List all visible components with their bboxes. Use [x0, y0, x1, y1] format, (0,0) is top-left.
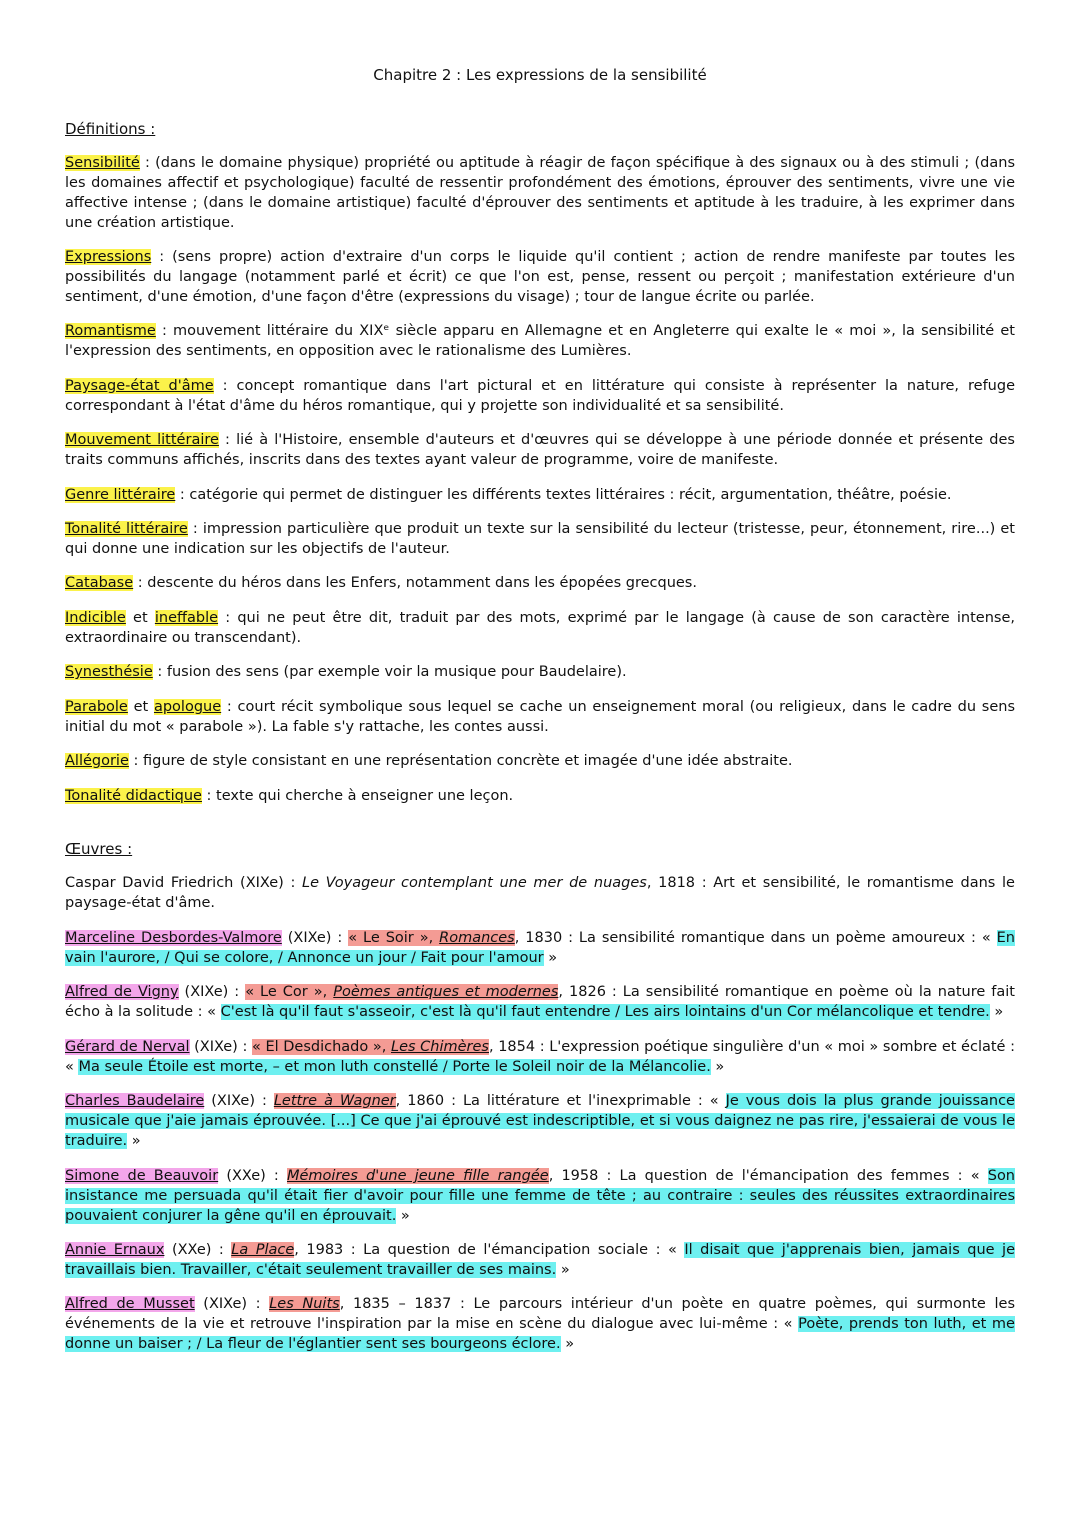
work-author: Caspar David Friedrich [65, 875, 234, 891]
definition-term: Genre littéraire [65, 487, 176, 503]
definition-item: Mouvement littéraire : lié à l'Histoire, ensemble d'auteurs et d'œuvres qui se développe à une période donnée et présente des traits communs affichés, inscrits dans des textes ayant valeur de programme, voire de manifeste. [65, 432, 1015, 468]
definition-item: Expressions : (sens propre) action d'extraire d'un corps le liquide qu'il contient ; action de rendre manifeste par toutes les possibilités du langage (notamment parlé et écrit) ce que l'on est, pense, ressent ou perçoit ; manifestation extérieure d'un sentiment, d'une émotion, d'une façon d'être (expressions du visage) ; tour de langue écrite ou parlée. [65, 249, 1015, 305]
works-heading: Œuvres : [65, 840, 133, 858]
definition-item: Sensibilité : (dans le domaine physique) propriété ou aptitude à réagir de façon spécifique à des signaux ou à des stimuli ; (dans les domaines affectif et psychologique) faculté de ressentir profondément des émotions, éprouver des sentiments, vivre une vie affective intense ; (dans le domaine artistique) faculté d'éprouver des sentiments et aptitude à les traduire, à les exprimer dans une création artistique. [65, 155, 1015, 231]
work-item: Charles Baudelaire (XIXe) : Lettre à Wagner, 1860 : La littérature et l'inexprimable : « Je vous dois la plus grande jouissance musicale que j'aie jamais éprouvée. [...] Ce que j'ai éprouvé est indescriptible, et si vous daignez ne pas rire, j'essaierai de vous le traduire. » [65, 1093, 1015, 1149]
definition-term: Indicible [65, 610, 126, 626]
definition-term: Expressions [65, 249, 152, 265]
work-title: Lettre à Wagner [273, 1093, 396, 1109]
work-title: Les Chimères [390, 1039, 489, 1055]
definitions-heading: Définitions : [65, 120, 156, 138]
definition-term: Sensibilité [65, 155, 140, 171]
work-title-prefix: « El Desdichado », [251, 1039, 391, 1055]
work-author: Simone de Beauvoir [65, 1168, 219, 1184]
work-title: Les Nuits [269, 1296, 340, 1312]
definition-term: apologue [153, 699, 222, 715]
work-title: Romances [439, 930, 515, 946]
work-quote: Je vous dois la plus grande jouissance musicale que j'aie jamais éprouvée. [...] Ce que j'ai éprouvé est indescriptible, et si vous daignez ne pas rire, j'essaierai de vous le traduire. [65, 1093, 1015, 1149]
definition-item: Parabole et apologue : court récit symbolique sous lequel se cache un enseignement moral (ou religieux, dans le cadre du sens initial du mot « parabole »). La fable s'y rattache, les contes aussi. [65, 699, 1015, 735]
work-item: Annie Ernaux (XXe) : La Place, 1983 : La question de l'émancipation sociale : « Il disait que j'apprenais bien, jamais que je travaillais bien. Travailler, c'était seulement travailler de ses mains. » [65, 1242, 1016, 1278]
definition-term: Catabase [65, 575, 134, 591]
work-quote: Ma seule Étoile est morte, – et mon luth constellé / Porte le Soleil noir de la Mélancolie. [78, 1059, 711, 1075]
definition-term: ineffable [154, 610, 219, 626]
definition-item: Romantisme : mouvement littéraire du XIXᵉ siècle apparu en Allemagne et en Angleterre qui exalte le « moi », la sensibilité et l'expression des sentiments, en opposition avec le rationalisme des Lumières. [65, 323, 1015, 359]
work-title-prefix: « Le Cor », [245, 984, 334, 1000]
work-title-prefix: « Le Soir », [348, 930, 440, 946]
definition-item: Indicible et ineffable : qui ne peut être dit, traduit par des mots, exprimé par le langage (à cause de son caractère intense, extraordinaire ou transcendant). [65, 610, 1015, 646]
definition-term: Allégorie [65, 753, 129, 769]
work-title: La Place [231, 1242, 295, 1258]
definition-term: Parabole [65, 699, 128, 715]
work-author: Alfred de Vigny [65, 984, 179, 1000]
work-author: Charles Baudelaire [65, 1093, 205, 1109]
definition-item: Genre littéraire : catégorie qui permet de distinguer les différents textes littéraires : récit, argumentation, théâtre, poésie. [65, 487, 952, 503]
work-author: Annie Ernaux [65, 1242, 165, 1258]
work-quote: Il disait que j'apprenais bien, jamais que je travaillais bien. Travailler, c'était seulement travailler de ses mains. [65, 1242, 1016, 1278]
work-item: Alfred de Vigny (XIXe) : « Le Cor », Poèmes antiques et modernes, 1826 : La sensibilité romantique en poème où la nature fait écho à la solitude : « C'est là qu'il faut s'asseoir, c'est là qu'il faut entendre / Les airs lointains d'un Cor mélancolique et tendre. » [65, 984, 1015, 1020]
work-quote: Poète, prends ton luth, et me donne un baiser ; / La fleur de l'églantier sent ses bourgeons éclore. [65, 1316, 1015, 1352]
definition-term: Tonalité littéraire [65, 521, 188, 537]
work-item: Gérard de Nerval (XIXe) : « El Desdichado », Les Chimères, 1854 : L'expression poétique singulière d'un « moi » sombre et éclaté : « Ma seule Étoile est morte, – et mon luth constellé / Porte le Soleil noir de la Mélancolie. » [65, 1039, 1015, 1075]
work-item: Simone de Beauvoir (XXe) : Mémoires d'une jeune fille rangée, 1958 : La question de l'émancipation des femmes : « Son insistance me persuada qu'il était fier d'avoir pour fille une femme de tête ; au contraire : seules des réussites extraordinaires pouvaient conjurer la gêne qu'il en éprouvait. » [65, 1168, 1015, 1224]
definition-item: Allégorie : figure de style consistant en une représentation concrète et imagée d'une idée abstraite. [65, 753, 793, 769]
page-title: Chapitre 2 : Les expressions de la sensibilité [373, 66, 707, 84]
work-title: Poèmes antiques et modernes [333, 984, 559, 1000]
work-quote: C'est là qu'il faut s'asseoir, c'est là qu'il faut entendre / Les airs lointains d'un Cor mélancolique et tendre. [220, 1004, 990, 1020]
definition-term: Synesthésie [65, 664, 153, 680]
definition-item: Paysage-état d'âme : concept romantique dans l'art pictural et en littérature qui consiste à représenter la nature, refuge correspondant à l'état d'âme du héros romantique, qui y projette son individualité et sa sensibilité. [65, 378, 1015, 414]
work-author: Marceline Desbordes-Valmore [65, 930, 282, 946]
work-item: Caspar David Friedrich (XIXe) : Le Voyageur contemplant une mer de nuages, 1818 : Art et sensibilité, le romantisme dans le paysage-état d'âme. [65, 875, 1015, 911]
definition-term: Tonalité didactique [65, 788, 202, 804]
definition-term: Romantisme [65, 323, 156, 339]
definition-item: Tonalité didactique : texte qui cherche à enseigner une leçon. [65, 788, 514, 804]
work-quote: En vain l'aurore, / Qui se colore, / Annonce un jour / Fait pour l'amour [65, 930, 1015, 966]
definition-item: Tonalité littéraire : impression particulière que produit un texte sur la sensibilité du lecteur (tristesse, peur, étonnement, rire...) et qui donne une indication sur les objectifs de l'auteur. [65, 521, 1015, 557]
definition-term: Paysage-état d'âme [65, 378, 214, 394]
work-title: Le Voyageur contemplant une mer de nuages [302, 875, 647, 891]
work-quote: Son insistance me persuada qu'il était fier d'avoir pour fille une femme de tête ; au contraire : seules des réussites extraordinaires pouvaient conjurer la gêne qu'il en éprouvait. [65, 1168, 1015, 1224]
work-title: Mémoires d'une jeune fille rangée [286, 1168, 549, 1184]
definition-item: Catabase : descente du héros dans les Enfers, notamment dans les épopées grecques. [65, 575, 697, 591]
definition-term: Mouvement littéraire [65, 432, 219, 448]
work-author: Gérard de Nerval [65, 1039, 190, 1055]
definition-item: Synesthésie : fusion des sens (par exemple voir la musique pour Baudelaire). [65, 664, 627, 680]
work-item: Alfred de Musset (XIXe) : Les Nuits, 1835 – 1837 : Le parcours intérieur d'un poète en quatre poèmes, qui surmonte les événements de la vie et retrouve l'inspiration par la mise en scène du dialogue avec lui-même : « Poète, prends ton luth, et me donne un baiser ; / La fleur de l'églantier sent ses bourgeons éclore. » [65, 1296, 1015, 1352]
work-author: Alfred de Musset [65, 1296, 195, 1312]
work-item: Marceline Desbordes-Valmore (XIXe) : « Le Soir », Romances, 1830 : La sensibilité romantique dans un poème amoureux : « En vain l'aurore, / Qui se colore, / Annonce un jour / Fait pour l'amour » [65, 930, 1015, 966]
